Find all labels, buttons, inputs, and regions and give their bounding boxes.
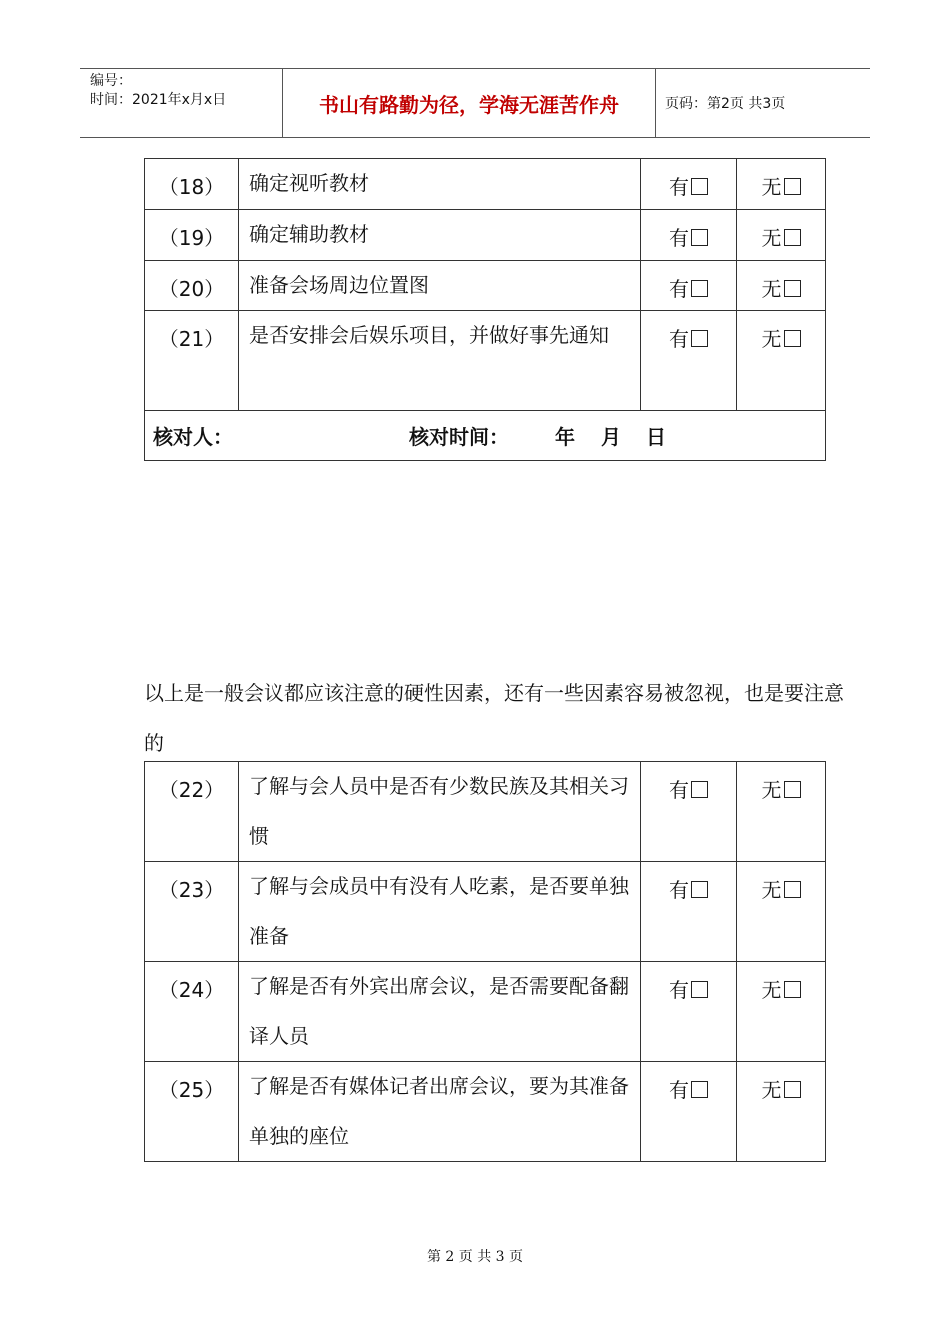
yes-checkbox[interactable]: 有	[641, 862, 737, 962]
yes-checkbox[interactable]: 有	[641, 159, 737, 210]
no-checkbox[interactable]: 无	[737, 159, 826, 210]
checkbox-icon[interactable]	[784, 229, 801, 246]
yes-checkbox[interactable]: 有	[641, 962, 737, 1062]
checkbox-icon[interactable]	[691, 178, 708, 195]
row-number: （24）	[145, 962, 239, 1062]
no-checkbox[interactable]: 无	[737, 210, 826, 261]
no-checkbox[interactable]: 无	[737, 311, 826, 411]
table-row	[145, 210, 826, 261]
checkbox-icon[interactable]	[691, 781, 708, 798]
row-number: （23）	[145, 862, 239, 962]
table-row	[145, 159, 826, 210]
checkbox-icon[interactable]	[691, 229, 708, 246]
row-number: （25）	[145, 1062, 239, 1162]
checker-label: 核对人：	[153, 425, 233, 449]
yes-checkbox[interactable]: 有	[641, 1062, 737, 1162]
checkbox-icon[interactable]	[784, 178, 801, 195]
table-row	[145, 311, 826, 411]
row-text: 了解是否有媒体记者出席会议，要为其准备单独的座位	[239, 1062, 641, 1162]
checkbox-icon[interactable]	[784, 280, 801, 297]
page-header	[80, 68, 870, 138]
table-row	[145, 1062, 826, 1162]
month-label: 月	[601, 425, 621, 449]
page-label: 页码：第2页 共3页	[665, 96, 786, 112]
checkbox-icon[interactable]	[784, 1081, 801, 1098]
row-text: 确定视听教材	[239, 159, 641, 210]
table-row	[145, 862, 826, 962]
checker-cell	[145, 411, 826, 461]
checkbox-icon[interactable]	[784, 881, 801, 898]
yes-checkbox[interactable]: 有	[641, 762, 737, 862]
header-divider	[655, 69, 656, 137]
no-checkbox[interactable]: 无	[737, 962, 826, 1062]
time-label: 时间：2021年x月x日	[90, 92, 227, 108]
row-text: 了解与会成员中有没有人吃素，是否要单独准备	[239, 862, 641, 962]
row-text: 确定辅助教材	[239, 210, 641, 261]
yes-checkbox[interactable]: 有	[641, 210, 737, 261]
checkbox-icon[interactable]	[691, 330, 708, 347]
row-number: （18）	[145, 159, 239, 210]
checkbox-icon[interactable]	[784, 330, 801, 347]
body-paragraph: 以上是一般会议都应该注意的硬性因素，还有一些因素容易被忽视，也是要注意的	[144, 681, 844, 755]
checkbox-icon[interactable]	[691, 280, 708, 297]
checkbox-icon[interactable]	[691, 881, 708, 898]
day-label: 日	[646, 425, 666, 449]
checklist-table-2	[144, 761, 826, 1162]
number-label: 编号：	[90, 73, 132, 89]
year-label: 年	[555, 425, 575, 449]
checkbox-icon[interactable]	[784, 981, 801, 998]
yes-checkbox[interactable]: 有	[641, 261, 737, 311]
table-row	[145, 962, 826, 1062]
checkbox-icon[interactable]	[691, 981, 708, 998]
checkbox-icon[interactable]	[691, 1081, 708, 1098]
no-checkbox[interactable]: 无	[737, 862, 826, 962]
row-number: （21）	[145, 311, 239, 411]
row-number: （22）	[145, 762, 239, 862]
no-checkbox[interactable]: 无	[737, 261, 826, 311]
yes-checkbox[interactable]: 有	[641, 311, 737, 411]
table-row	[145, 762, 826, 862]
page-footer: 第 2 页 共 3 页	[426, 1249, 524, 1265]
row-text: 了解与会人员中是否有少数民族及其相关习惯	[239, 762, 641, 862]
no-checkbox[interactable]: 无	[737, 762, 826, 862]
no-checkbox[interactable]: 无	[737, 1062, 826, 1162]
row-text: 准备会场周边位置图	[239, 261, 641, 311]
row-text: 了解是否有外宾出席会议，是否需要配备翻译人员	[239, 962, 641, 1062]
header-meta	[90, 72, 226, 110]
row-text: 是否安排会后娱乐项目，并做好事先通知	[239, 311, 641, 411]
header-motto: 书山有路勤为径，学海无涯苦作舟	[319, 92, 619, 117]
table-row	[145, 261, 826, 311]
row-number: （19）	[145, 210, 239, 261]
checkbox-icon[interactable]	[784, 781, 801, 798]
checklist-table-1	[144, 158, 826, 461]
table-footer-row	[145, 411, 826, 461]
row-number: （20）	[145, 261, 239, 311]
check-time-label: 核对时间：	[409, 425, 509, 449]
